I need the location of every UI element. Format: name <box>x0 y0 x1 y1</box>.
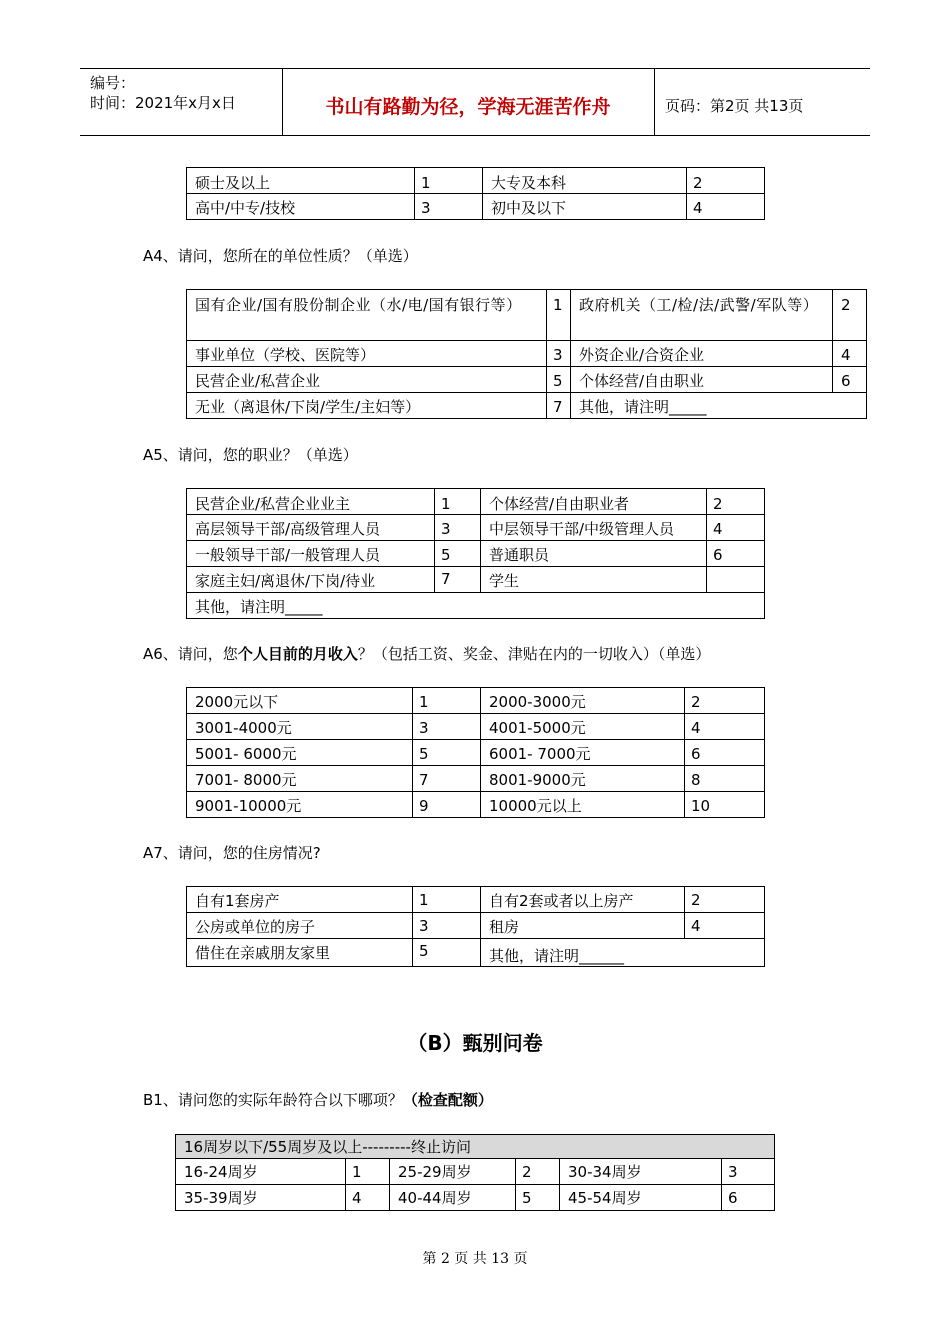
option-code: 3 <box>413 714 481 740</box>
option-code: 6 <box>833 367 867 393</box>
option-code: 4 <box>833 341 867 367</box>
option-code: 3 <box>547 341 571 367</box>
table-row <box>187 887 765 913</box>
table-row <box>187 367 867 393</box>
table-row <box>176 1159 775 1185</box>
question-a6-prefix: A6、请问，您 <box>143 645 238 663</box>
option-label: 30-34周岁 <box>560 1159 722 1185</box>
table-row <box>187 593 765 619</box>
option-label: 其他，请注明_____ <box>571 393 867 419</box>
option-code: 2 <box>516 1159 560 1185</box>
option-label: 自有1套房产 <box>187 887 413 913</box>
option-code: 2 <box>687 168 765 194</box>
option-label: 借住在亲戚朋友家里 <box>187 939 413 967</box>
option-label: 2000元以下 <box>187 688 413 714</box>
header-number-label: 编号： <box>90 74 136 92</box>
option-label: 10000元以上 <box>481 792 685 818</box>
option-label: 40-44周岁 <box>390 1185 516 1211</box>
option-code: 3 <box>722 1159 775 1185</box>
option-code: 8 <box>685 766 765 792</box>
option-code: 7 <box>435 567 481 593</box>
option-code: 3 <box>415 194 483 220</box>
option-label: 学生 <box>481 567 707 593</box>
table-row <box>187 168 765 194</box>
age-table <box>175 1134 775 1211</box>
occupation-table <box>186 488 765 619</box>
option-label: 其他，请注明______ <box>481 939 765 967</box>
option-label: 45-54周岁 <box>560 1185 722 1211</box>
option-code: 7 <box>413 766 481 792</box>
option-label: 租房 <box>481 913 685 939</box>
question-a4: A4、请问，您所在的单位性质？（单选） <box>143 247 418 265</box>
option-label: 家庭主妇/离退休/下岗/待业 <box>187 567 435 593</box>
option-label: 民营企业/私营企业 <box>187 367 547 393</box>
header-motto: 书山有路勤为径，学海无涯苦作舟 <box>325 96 611 118</box>
option-other: 其他，请注明_____ <box>187 593 765 619</box>
header-time-label: 时间：2021年x月x日 <box>90 94 236 112</box>
option-label: 公房或单位的房子 <box>187 913 413 939</box>
option-label: 8001-9000元 <box>481 766 685 792</box>
option-code: 1 <box>415 168 483 194</box>
option-code: 2 <box>833 290 867 341</box>
option-label: 高层领导干部/高级管理人员 <box>187 515 435 541</box>
table-row <box>176 1135 775 1159</box>
option-code: 4 <box>346 1185 390 1211</box>
table-row <box>187 567 765 593</box>
option-label: 硕士及以上 <box>187 168 415 194</box>
table-row <box>187 290 867 341</box>
option-label: 高中/中专/技校 <box>187 194 415 220</box>
option-code: 2 <box>707 489 765 515</box>
option-code: 1 <box>346 1159 390 1185</box>
question-b1 <box>143 1089 493 1110</box>
header-bottom-rule <box>80 135 870 136</box>
option-label: 个体经营/自由职业 <box>571 367 833 393</box>
option-code <box>707 567 765 593</box>
option-code: 2 <box>685 887 765 913</box>
option-label: 35-39周岁 <box>176 1185 346 1211</box>
option-label: 中层领导干部/中级管理人员 <box>481 515 707 541</box>
option-code: 5 <box>435 541 481 567</box>
option-label: 5001- 6000元 <box>187 740 413 766</box>
option-code: 3 <box>413 913 481 939</box>
table-row <box>187 541 765 567</box>
section-b-title: （B）甄别问卷 <box>407 1031 543 1055</box>
option-code: 9 <box>413 792 481 818</box>
header-divider-right <box>654 68 655 136</box>
option-label: 大专及本科 <box>483 168 687 194</box>
option-label: 16-24周岁 <box>176 1159 346 1185</box>
option-label: 个体经营/自由职业者 <box>481 489 707 515</box>
table-row <box>187 913 765 939</box>
housing-table <box>186 886 765 967</box>
table-row <box>187 714 765 740</box>
table-row <box>187 489 765 515</box>
education-table <box>186 167 765 220</box>
option-code: 6 <box>707 541 765 567</box>
employer-type-table <box>186 289 867 419</box>
table-row <box>187 515 765 541</box>
header-top-rule <box>80 68 870 69</box>
table-row <box>187 766 765 792</box>
option-code: 5 <box>547 367 571 393</box>
option-label: 9001-10000元 <box>187 792 413 818</box>
option-label: 一般领导干部/一般管理人员 <box>187 541 435 567</box>
table-row <box>187 740 765 766</box>
option-label: 初中及以下 <box>483 194 687 220</box>
question-a5: A5、请问，您的职业？（单选） <box>143 446 358 464</box>
question-b1-prefix: B1、请问您的实际年龄符合以下哪项？ <box>143 1091 403 1109</box>
option-label: 外资企业/合资企业 <box>571 341 833 367</box>
option-code: 2 <box>685 688 765 714</box>
table-row <box>187 341 867 367</box>
option-label: 自有2套或者以上房产 <box>481 887 685 913</box>
option-code: 1 <box>547 290 571 341</box>
income-table <box>186 687 765 818</box>
option-label: 3001-4000元 <box>187 714 413 740</box>
question-a6-emphasis: 个人目前的月收入 <box>237 645 358 663</box>
option-code: 1 <box>413 688 481 714</box>
page-footer: 第 2 页 共 13 页 <box>422 1251 528 1267</box>
option-code: 5 <box>516 1185 560 1211</box>
table-row <box>187 688 765 714</box>
option-code: 3 <box>435 515 481 541</box>
option-code: 10 <box>685 792 765 818</box>
question-a6-suffix: ？（包括工资、奖金、津贴在内的一切收入）（单选） <box>357 645 711 663</box>
option-label: 普通职员 <box>481 541 707 567</box>
option-label: 25-29周岁 <box>390 1159 516 1185</box>
question-a6 <box>143 643 710 664</box>
option-code: 1 <box>435 489 481 515</box>
table-row <box>187 939 765 967</box>
option-code: 5 <box>413 939 481 967</box>
option-label: 4001-5000元 <box>481 714 685 740</box>
option-code: 4 <box>687 194 765 220</box>
option-code: 7 <box>547 393 571 419</box>
option-code: 4 <box>685 714 765 740</box>
option-label: 事业单位（学校、医院等） <box>187 341 547 367</box>
option-code: 1 <box>413 887 481 913</box>
option-code: 5 <box>413 740 481 766</box>
question-a7: A7、请问，您的住房情况? <box>143 844 321 862</box>
option-label: 政府机关（工/检/法/武警/军队等） <box>571 290 833 341</box>
option-code: 4 <box>685 913 765 939</box>
table-row <box>187 194 765 220</box>
option-label: 6001- 7000元 <box>481 740 685 766</box>
question-b1-emphasis: （检查配额） <box>402 1091 493 1109</box>
terminate-row: 16周岁以下/55周岁及以上---------终止访问 <box>176 1135 775 1159</box>
option-code: 4 <box>707 515 765 541</box>
table-row <box>187 393 867 419</box>
option-code: 6 <box>685 740 765 766</box>
option-label: 7001- 8000元 <box>187 766 413 792</box>
option-code: 6 <box>722 1185 775 1211</box>
header-page-label: 页码：第2页 共13页 <box>665 97 804 115</box>
option-label: 国有企业/国有股份制企业（水/电/国有银行等） <box>187 290 547 341</box>
table-row <box>187 792 765 818</box>
option-label: 无业（离退休/下岗/学生/主妇等） <box>187 393 547 419</box>
table-row <box>176 1185 775 1211</box>
option-label: 2000-3000元 <box>481 688 685 714</box>
option-label: 民营企业/私营企业业主 <box>187 489 435 515</box>
